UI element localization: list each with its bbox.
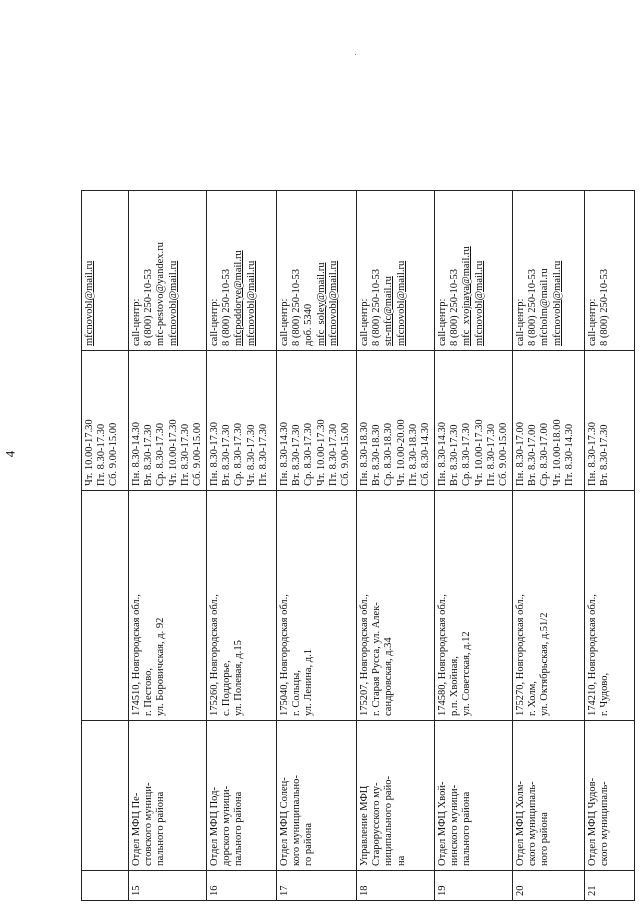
- cell-text-line: Пн. 8.30-14.30: [131, 422, 142, 486]
- email-link[interactable]: mfcpoddorye@mail.ru: [233, 250, 245, 346]
- cell-text-line: Сб. 9.00-15.00: [497, 422, 509, 486]
- contacts-cell: [82, 191, 129, 351]
- contacts-cell: [435, 191, 513, 351]
- cell-text-line: Ср. 8.30-18.30: [383, 423, 395, 486]
- cell-text-line: Отдел МФЦ Солец-: [279, 777, 291, 866]
- cell-text-line: Отдел МФЦ Холм-: [515, 780, 527, 866]
- cell-text-line: Пн. 8.30-17.30: [209, 422, 221, 486]
- table-row: [277, 191, 357, 901]
- cell-text-line: 21: [587, 885, 599, 896]
- cell-text-line: Сб. 9.00-15.00: [339, 422, 351, 486]
- working-hours-cell: [585, 351, 635, 491]
- working-hours-cell: [207, 351, 277, 491]
- working-hours-cell: [435, 351, 513, 491]
- table-row: [513, 191, 585, 901]
- cell-text-line: Отдел МФЦ Пе-: [131, 792, 142, 866]
- cell-text-line: кого муниципально-: [291, 775, 303, 866]
- table-body: [82, 191, 635, 901]
- cell-text-line: ского муниципаль-: [599, 781, 611, 866]
- cell-text-line: ул. Советская, д.12: [461, 631, 473, 716]
- cell-text-line: г. Старая Русса, ул. Алек-: [371, 602, 383, 716]
- cell-text-line: стовского муници-: [143, 782, 155, 866]
- cell-text-line: с. Поддорье,: [221, 660, 233, 716]
- row-number-cell: [585, 871, 635, 901]
- working-hours-cell: [357, 351, 435, 491]
- cell-text-line: Пн. 8.30-14.30: [279, 422, 291, 486]
- cell-text-line: call-центр:: [587, 298, 599, 346]
- cell-text-line: ул. Ленина, д.1: [303, 649, 315, 716]
- row-number-cell: [207, 871, 277, 901]
- cell-text-line: пального района: [461, 791, 473, 866]
- cell-text-line: Отдел МФЦ Чудов-: [587, 777, 599, 866]
- office-name-cell: [357, 721, 435, 871]
- table-row: [435, 191, 513, 901]
- cell-text-line: 16: [209, 885, 221, 896]
- cell-text-line: Вт. 8.30-17.00: [527, 424, 539, 486]
- cell-text-line: Пт. 8.30-17.30: [96, 423, 108, 486]
- office-name-cell: [585, 721, 635, 871]
- cell-text-line: Пн. 8.30-18.30: [359, 422, 371, 486]
- cell-text-line: 174210, Новгородская обл.,: [587, 594, 599, 716]
- cell-text-line: Ср. 8.30-17.30: [303, 423, 315, 486]
- cell-text-line: г. Сольцы,: [291, 670, 303, 716]
- rotated-table-container: [81, 191, 611, 901]
- row-number-cell: [357, 871, 435, 901]
- cell-text-line: 8 (800) 250-10-53: [221, 269, 233, 346]
- email-link[interactable]: mfcnovobl@mail.ru: [395, 260, 407, 346]
- cell-text-line: call-центр:: [209, 298, 221, 346]
- cell-text-line: Вт. 8.30-17.30: [143, 424, 155, 486]
- office-name-cell: [513, 721, 585, 871]
- cell-text-line: mfcholm@mail.ru: [539, 268, 551, 346]
- cell-text-line: call-центр:: [279, 298, 291, 346]
- row-number-cell: [82, 871, 129, 901]
- cell-text-line: Ср. 8.30-17.30: [155, 423, 167, 486]
- address-cell: [585, 491, 635, 721]
- cell-text-line: 8 (800) 250-10-53: [371, 269, 383, 346]
- address-cell: [129, 491, 207, 721]
- cell-text-line: 20: [515, 885, 527, 896]
- address-cell: [357, 491, 435, 721]
- cell-text-line: ул. Полевая, д.15: [233, 640, 245, 716]
- table-row: [129, 191, 207, 901]
- email-link[interactable]: mfcnovobl@mail.ru: [84, 260, 95, 346]
- working-hours-cell: [82, 351, 129, 491]
- cell-text-line: call-центр:: [359, 298, 371, 346]
- cell-text-line: 19: [437, 885, 449, 896]
- working-hours-cell: [277, 351, 357, 491]
- cell-text-line: г. Чудово,: [599, 672, 611, 716]
- cell-text-line: 174580, Новгородская обл.,: [437, 594, 449, 716]
- email-link[interactable]: mfcnovobl@mail.ru: [327, 260, 339, 346]
- cell-text-line: Пт. 8.30-17.30: [179, 423, 191, 486]
- contacts-cell: [513, 191, 585, 351]
- cell-text-line: call-центр:: [131, 298, 142, 346]
- cell-text-line: ного района: [539, 812, 551, 866]
- cell-text-line: 8 (800) 250-10-53: [527, 269, 539, 346]
- contacts-cell: [207, 191, 277, 351]
- cell-text-line: Вт. 8.30-17.30: [599, 424, 611, 486]
- table-row: [585, 191, 635, 901]
- row-number-cell: [435, 871, 513, 901]
- office-name-cell: [277, 721, 357, 871]
- cell-text-line: Вт. 8.30-17.30: [291, 424, 303, 486]
- cell-text-line: на: [395, 855, 407, 866]
- email-link[interactable]: mfc_soley@mail.ru: [315, 262, 327, 346]
- office-name-cell: [129, 721, 207, 871]
- cell-text-line: Старорусского му-: [371, 782, 383, 866]
- cell-text-line: пального района: [233, 791, 245, 866]
- working-hours-cell: [513, 351, 585, 491]
- cell-text-line: доб. 5340: [303, 303, 315, 346]
- cell-text-line: ского муниципаль-: [527, 781, 539, 866]
- cell-text-line: Пн. 8.30-17.30: [587, 422, 599, 486]
- cell-text-line: Сб. 9.00-15.00: [191, 422, 203, 486]
- cell-text-line: Чт. 10.00-17.30: [473, 419, 485, 486]
- cell-text-line: Чт. 10.00-20.00: [395, 419, 407, 486]
- email-link[interactable]: mfcnovobl@mail.ru: [473, 260, 485, 346]
- cell-text-line: ул. Боровичская, д. 92: [155, 617, 167, 716]
- cell-text-line: 18: [359, 885, 371, 896]
- cell-text-line: Сб. 9.00-15.00: [108, 422, 120, 486]
- cell-text-line: Отдел МФЦ Под-: [209, 787, 221, 866]
- cell-text-line: Чт. 10.00-18.00: [551, 419, 563, 486]
- email-link[interactable]: mfcnovobl@mail.ru: [245, 260, 257, 346]
- mfc-offices-table: [81, 190, 635, 901]
- cell-text-line: 175260, Новгородская обл.,: [209, 594, 221, 716]
- row-number-cell: [129, 871, 207, 901]
- address-cell: [82, 491, 129, 721]
- email-link[interactable]: str-mfc@mail.ru: [383, 276, 395, 346]
- cell-text-line: Чт. 10.00-17.30: [315, 419, 327, 486]
- cell-text-line: 175270, Новгородская обл.,: [515, 594, 527, 716]
- cell-text-line: г. Холм,: [527, 681, 539, 716]
- cell-text-line: нинского муници-: [449, 784, 461, 866]
- cell-text-line: call-центр:: [515, 298, 527, 346]
- cell-text-line: mfc-pestovo@yandex.ru: [155, 242, 167, 346]
- address-cell: [277, 491, 357, 721]
- row-number-cell: [513, 871, 585, 901]
- cell-text-line: р.п. Хвойная,: [449, 656, 461, 716]
- cell-text-line: Управление МФЦ: [359, 785, 371, 866]
- cell-text-line: 8 (800) 250-10-53: [143, 269, 155, 346]
- page-number: 4: [2, 450, 18, 458]
- cell-text-line: Вт. 8.30-17.30: [449, 424, 461, 486]
- cell-text-line: Ср. 8.30-17.30: [461, 423, 473, 486]
- cell-text-line: ниципального райо-: [383, 776, 395, 866]
- cell-text-line: 175207, Новгородская обл.,: [359, 594, 371, 716]
- scan-speck: [355, 54, 356, 55]
- cell-text-line: дорского муници-: [221, 785, 233, 866]
- contacts-cell: [585, 191, 635, 351]
- cell-text-line: сандровская, д.34: [383, 637, 395, 716]
- contacts-cell: [277, 191, 357, 351]
- address-cell: [207, 491, 277, 721]
- table-row: [357, 191, 435, 901]
- cell-text-line: Сб. 8.30-14.30: [419, 422, 431, 486]
- office-name-cell: [435, 721, 513, 871]
- cell-text-line: пального района: [155, 791, 167, 866]
- cell-text-line: Ср. 8.30-17.30: [233, 423, 245, 486]
- cell-text-line: 8 (800) 250-10-53: [291, 269, 303, 346]
- row-number-cell: [277, 871, 357, 901]
- email-link[interactable]: mfcnovobl@mail.ru: [551, 260, 563, 346]
- cell-text-line: call-центр:: [437, 298, 449, 346]
- cell-text-line: Пт. 8.30-17.30: [257, 423, 269, 486]
- cell-text-line: го района: [303, 823, 315, 866]
- cell-text-line: Вт. 8.30-17.30: [221, 424, 233, 486]
- cell-text-line: Чт. 10.00-17.30: [84, 419, 95, 486]
- cell-text-line: г. Пестово,: [143, 668, 155, 716]
- cell-text-line: Пт. 8.30-17.30: [327, 423, 339, 486]
- cell-text-line: 8 (800) 250-10-53: [599, 269, 611, 346]
- cell-text-line: 8 (800) 250-10-53: [449, 269, 461, 346]
- cell-text-line: Чт. 8.30-17.30: [245, 424, 257, 486]
- cell-text-line: Пт. 8.30-18.30: [407, 423, 419, 486]
- address-cell: [513, 491, 585, 721]
- cell-text-line: Вт. 8.30-18.30: [371, 424, 383, 486]
- email-link[interactable]: mfc_xvojnaya@mail.ru: [461, 246, 473, 346]
- cell-text-line: Пт. 8.30-17.30: [485, 423, 497, 486]
- cell-text-line: 17: [279, 885, 291, 896]
- address-cell: [435, 491, 513, 721]
- email-link[interactable]: mfcnovobl@mail.ru: [167, 260, 179, 346]
- office-name-cell: [207, 721, 277, 871]
- cell-text-line: Пн. 8.30-17.00: [515, 422, 527, 486]
- table-row: [82, 191, 129, 901]
- contacts-cell: [129, 191, 207, 351]
- cell-text-line: Чт. 10.00-17.30: [167, 419, 179, 486]
- office-name-cell: [82, 721, 129, 871]
- cell-text-line: 15: [131, 885, 142, 896]
- working-hours-cell: [129, 351, 207, 491]
- cell-text-line: Пн. 8.30-14.30: [437, 422, 449, 486]
- table-row: [207, 191, 277, 901]
- contacts-cell: [357, 191, 435, 351]
- cell-text-line: Пт. 8.30-14.30: [563, 423, 575, 486]
- cell-text-line: Отдел МФЦ Хвой-: [437, 781, 449, 866]
- cell-text-line: 174510, Новгородская обл.,: [131, 594, 142, 716]
- cell-text-line: ул. Октябрьская, д.51/2: [539, 612, 551, 716]
- cell-text-line: Ср. 8.30-17.00: [539, 423, 551, 486]
- cell-text-line: 175040, Новгородская обл.,: [279, 594, 291, 716]
